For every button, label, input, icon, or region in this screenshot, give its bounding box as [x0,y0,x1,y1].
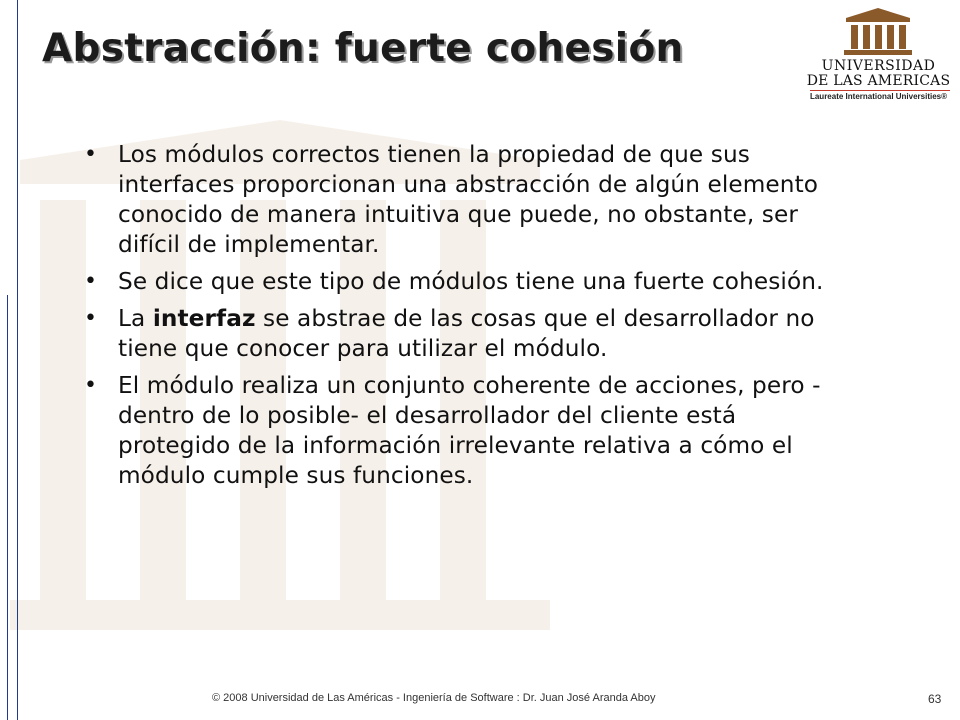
logo-line-3: Laureate International Universities® [809,92,948,101]
columns-building-icon [842,8,914,56]
page-title: Abstracción: fuerte cohesión [42,26,684,71]
bullet-dot: • [84,306,98,331]
bullet-text-pre: La [118,305,153,332]
page-number: 63 [928,692,942,706]
bullet-text-bold: interfaz [152,305,256,332]
bullet-dot: • [84,269,98,294]
bullet-text: Se dice que este tipo de módulos tiene una fuerte cohesión. [118,268,824,295]
footer-copyright: © 2008 Universidad de Las Américas - Ingeniería de Software : Dr. Juan José Aranda Aboy [212,692,656,704]
bullet-text-post: se abstrae de las cosas que el desarrollador no tiene que conocer para utilizar el módulo. [118,305,815,362]
bullet-item [84,267,854,297]
left-rule [17,0,18,720]
bullet-item [84,371,854,491]
university-logo [806,8,951,103]
bullet-text: El módulo realiza un conjunto coherente de acciones, pero -dentro de lo posible- el desarrollador del cliente está protegido de la información irrelevante relativa a cómo el módulo cumple sus funciones. [118,372,821,489]
logo-line-2: DE LAS AMERICAS [806,73,951,89]
logo-line-1: UNIVERSIDAD [821,58,936,74]
logo-divider [810,90,950,91]
bullet-list [84,140,884,498]
bullet-item [84,140,854,260]
bullet-dot: • [84,373,98,398]
bullet-item [84,304,854,364]
left-rule-short [7,295,8,720]
bullet-dot: • [84,142,98,167]
bullet-text: Los módulos correctos tienen la propiedad de que sus interfaces proporcionan una abstracción de algún elemento conocido de manera intuitiva que puede, no obstante, ser difícil de implementar. [118,141,819,258]
